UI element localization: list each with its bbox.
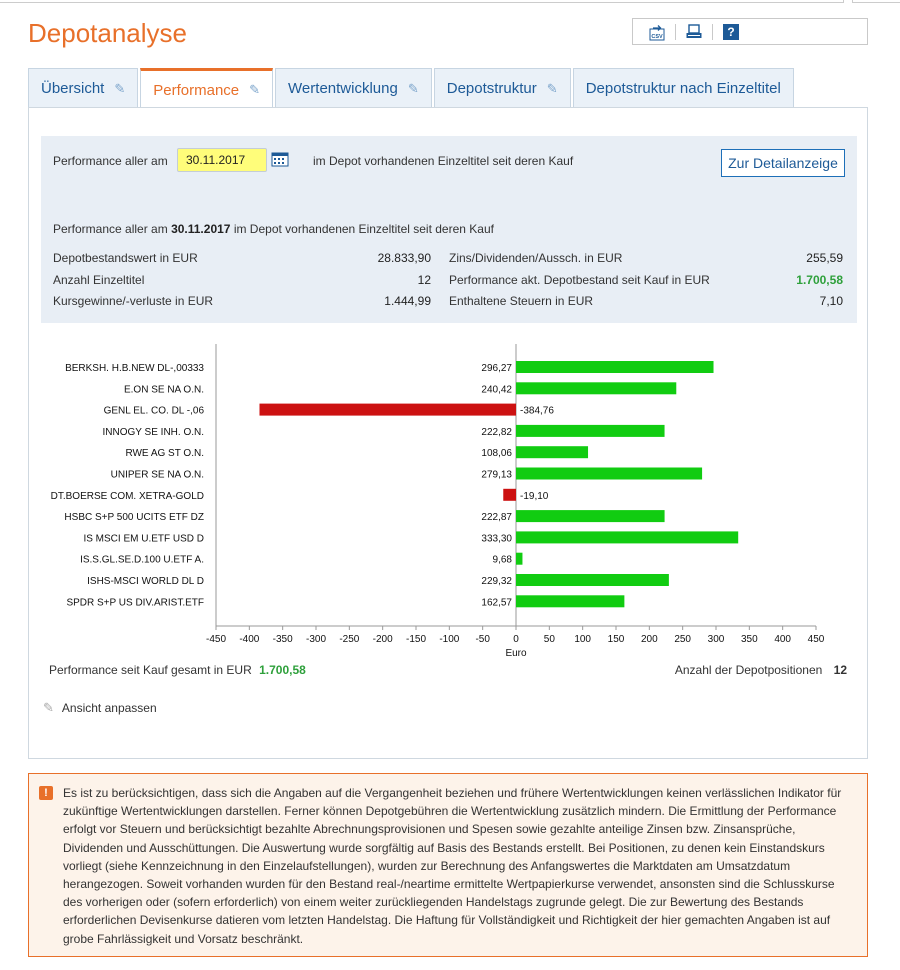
- calendar-icon[interactable]: [271, 151, 289, 167]
- x-tick-label: -50: [475, 634, 490, 645]
- totals-right-value: 12: [833, 663, 847, 677]
- help-icon-label: ?: [723, 24, 739, 40]
- tab-depotstruktur[interactable]: [434, 68, 571, 108]
- page-title: Depotanalyse: [28, 18, 187, 48]
- x-tick-label: 50: [543, 634, 555, 645]
- pencil-icon[interactable]: ✎: [249, 82, 261, 97]
- category-label: E.ON SE NA O.N.: [123, 384, 204, 396]
- totals-right-label: Anzahl der Depotpositionen: [674, 663, 823, 677]
- svg-text:CSV: CSV: [651, 33, 663, 40]
- bar: [516, 468, 702, 480]
- bar: [516, 382, 676, 394]
- summary-label: Performance akt. Depotbestand seit Kauf in EUR: [449, 273, 710, 287]
- bar: [503, 489, 516, 501]
- tab-label: Performance: [153, 81, 240, 99]
- tab-label: Wertentwicklung: [288, 80, 398, 97]
- chart-svg: [29, 338, 869, 658]
- data-label: 296,27: [481, 363, 512, 374]
- category-label: IS MSCI EM U.ETF USD D: [83, 533, 204, 545]
- performance-panel: [28, 107, 868, 759]
- summary-label: Kursgewinne/-verluste in EUR: [53, 294, 214, 308]
- x-tick-label: 400: [774, 634, 792, 645]
- bar: [516, 553, 522, 565]
- csv-export-icon[interactable]: [647, 22, 667, 42]
- summary-value: 1.444,99: [384, 294, 431, 308]
- data-label: 229,32: [481, 576, 512, 587]
- summary-heading-suffix: im Depot vorhandenen Einzeltitel seit deren Kauf: [233, 222, 494, 236]
- tab-label: Depotstruktur nach Einzeltitel: [585, 80, 781, 97]
- totals-left-label: Performance seit Kauf gesamt in EUR: [49, 663, 252, 677]
- data-label: 162,57: [481, 597, 512, 609]
- x-tick-label: 300: [707, 634, 725, 645]
- tab-performance[interactable]: [140, 68, 273, 109]
- bar: [516, 361, 714, 373]
- x-tick-label: -200: [372, 634, 393, 645]
- x-tick-label: 100: [574, 634, 592, 645]
- x-tick-label: 450: [807, 634, 825, 645]
- category-label: SPDR S+P US DIV.ARIST.ETF: [66, 597, 204, 609]
- date-input[interactable]: [177, 148, 267, 172]
- customize-view-label: Ansicht anpassen: [61, 701, 157, 715]
- help-icon[interactable]: [721, 22, 741, 42]
- category-label: ISHS-MSCI WORLD DL D: [87, 576, 204, 587]
- disclaimer-text: Es ist zu berücksichtigen, dass sich die Angaben auf die Vergangenheit beziehen und frühere Wertentwicklungen keinen verlässlichen Indikator für zukünftige Wertentwicklungen darstellen. Ferner können Depotgebühren die Wertentwicklung zusätzlich mindern. Die Ermittlung der Performance erfolgt vor Steuern und berücksichtigt bezahlte Abrechnungsprovisionen und Spesen sowie gezahlte anteilige Zinsen bzw. Zinsansprüche, Dividenden und Ausschüttungen. Die Auswertung wurde sorgfältig auf Basis des Bestands erstellt. Bei Positionen, zu denen kein Einstandskurs vorliegt (siehe Kennzeichnung in den Einzelaufstellungen), wurden zur Berechnung des Anfangswertes die Marktdaten am Umsatzdatum herangezogen. Soweit vorhanden wurden für den Bestand real-/neartime ermittelte Wertpapierkurse verwendet, ansonsten sind die Schlusskurse des vorherigen oder (sofern erforderlich) von einem weiter zurückliegenden Handelstags zugrunde gelegt. Die zur Bewertung des Bestands erforderlichen Devisenkurse datieren vom letzten Handelstag. Die Haftung für Vollständigkeit und Richtigkeit der hier gemachten Angaben ist auf grobe Fahrlässigkeit und Vorsatz beschränkt.: [63, 786, 842, 946]
- data-label: 222,82: [481, 426, 512, 438]
- print-icon[interactable]: [684, 22, 704, 42]
- x-tick-label: -400: [239, 634, 260, 645]
- bar: [516, 425, 665, 437]
- pencil-icon[interactable]: ✎: [407, 80, 419, 96]
- data-label: 240,42: [481, 384, 512, 396]
- data-label: 333,30: [481, 533, 512, 545]
- summary-label: Enthaltene Steuern in EUR: [449, 294, 594, 308]
- summary-value: 7,10: [819, 294, 843, 308]
- category-label: GENL EL. CO. DL -,06: [103, 405, 204, 417]
- data-label: -19,10: [520, 490, 549, 502]
- summary-heading-date: 30.11.2017: [171, 222, 231, 236]
- tab-bar: [28, 68, 796, 108]
- warning-icon: !: [39, 786, 53, 800]
- x-tick-label: 0: [513, 634, 519, 645]
- summary-value: 12: [417, 273, 431, 287]
- x-tick-label: -150: [405, 634, 427, 645]
- bar: [516, 595, 624, 607]
- toolbar-separator: [675, 24, 676, 40]
- disclaimer-box: [28, 773, 868, 957]
- x-tick-label: 200: [640, 634, 658, 645]
- bar: [516, 574, 669, 586]
- summary-value-performance: 1.700,58: [796, 273, 843, 287]
- totals-left-value: 1.700,58: [259, 663, 306, 677]
- filter-label-after: im Depot vorhandenen Einzeltitel seit deren Kauf: [313, 154, 574, 168]
- summary-label: Depotbestandswert in EUR: [53, 251, 198, 265]
- bar: [516, 531, 738, 543]
- totals-left: [49, 663, 306, 677]
- performance-bar-chart: [29, 338, 869, 658]
- tab-depotstruktur-einzeltitel[interactable]: [573, 68, 794, 108]
- x-axis-label: Euro: [505, 648, 527, 658]
- pencil-icon[interactable]: ✎: [546, 80, 558, 96]
- summary-value: 255,59: [806, 251, 843, 265]
- bar: [516, 446, 588, 458]
- tab-wertentwicklung[interactable]: [275, 68, 432, 108]
- x-tick-label: 350: [740, 634, 758, 645]
- data-label: -384,76: [520, 405, 554, 417]
- x-tick-label: 150: [607, 634, 625, 645]
- pencil-icon[interactable]: ✎: [114, 80, 126, 96]
- x-tick-label: -300: [305, 634, 327, 645]
- toolbar-separator: [712, 24, 713, 40]
- summary-value: 28.833,90: [377, 251, 431, 265]
- data-label: 222,87: [481, 512, 512, 524]
- category-label: BERKSH. H.B.NEW DL-,00333: [65, 363, 204, 374]
- customize-view-link[interactable]: [43, 700, 157, 716]
- category-label: IS.S.GL.SE.D.100 U.ETF A.: [80, 554, 204, 566]
- tab-label: Depotstruktur: [446, 80, 537, 97]
- x-tick-label: -450: [205, 634, 227, 645]
- summary-heading: [53, 222, 494, 236]
- data-label: 108,06: [481, 448, 512, 460]
- bar: [516, 510, 665, 522]
- filter-label-before: Performance aller am: [53, 154, 168, 168]
- totals-right: [675, 663, 847, 677]
- summary-heading-prefix: Performance aller am: [53, 222, 168, 236]
- x-tick-label: -100: [439, 634, 460, 645]
- top-border: [0, 0, 900, 4]
- summary-label: Zins/Dividenden/Aussch. in EUR: [449, 251, 623, 265]
- data-label: 9,68: [492, 554, 512, 566]
- category-label: RWE AG ST O.N.: [125, 448, 204, 460]
- bar: [259, 404, 516, 416]
- x-tick-label: -350: [272, 634, 293, 645]
- category-label: DT.BOERSE COM. XETRA-GOLD: [50, 490, 204, 502]
- x-tick-label: -250: [339, 634, 360, 645]
- detail-view-button[interactable]: Zur Detailanzeige: [721, 149, 845, 177]
- tab-label: Übersicht: [41, 80, 105, 97]
- data-label: 279,13: [481, 469, 512, 481]
- toolbar: [632, 18, 868, 45]
- filter-box: [41, 136, 857, 323]
- category-label: UNIPER SE NA O.N.: [110, 469, 204, 481]
- pencil-icon: ✎: [43, 700, 54, 715]
- summary-label: Anzahl Einzeltitel: [53, 273, 145, 287]
- category-label: INNOGY SE INH. O.N.: [102, 426, 204, 438]
- x-tick-label: 250: [674, 634, 692, 645]
- category-label: HSBC S+P 500 UCITS ETF DZ: [64, 512, 204, 524]
- tab-uebersicht[interactable]: [28, 68, 138, 108]
